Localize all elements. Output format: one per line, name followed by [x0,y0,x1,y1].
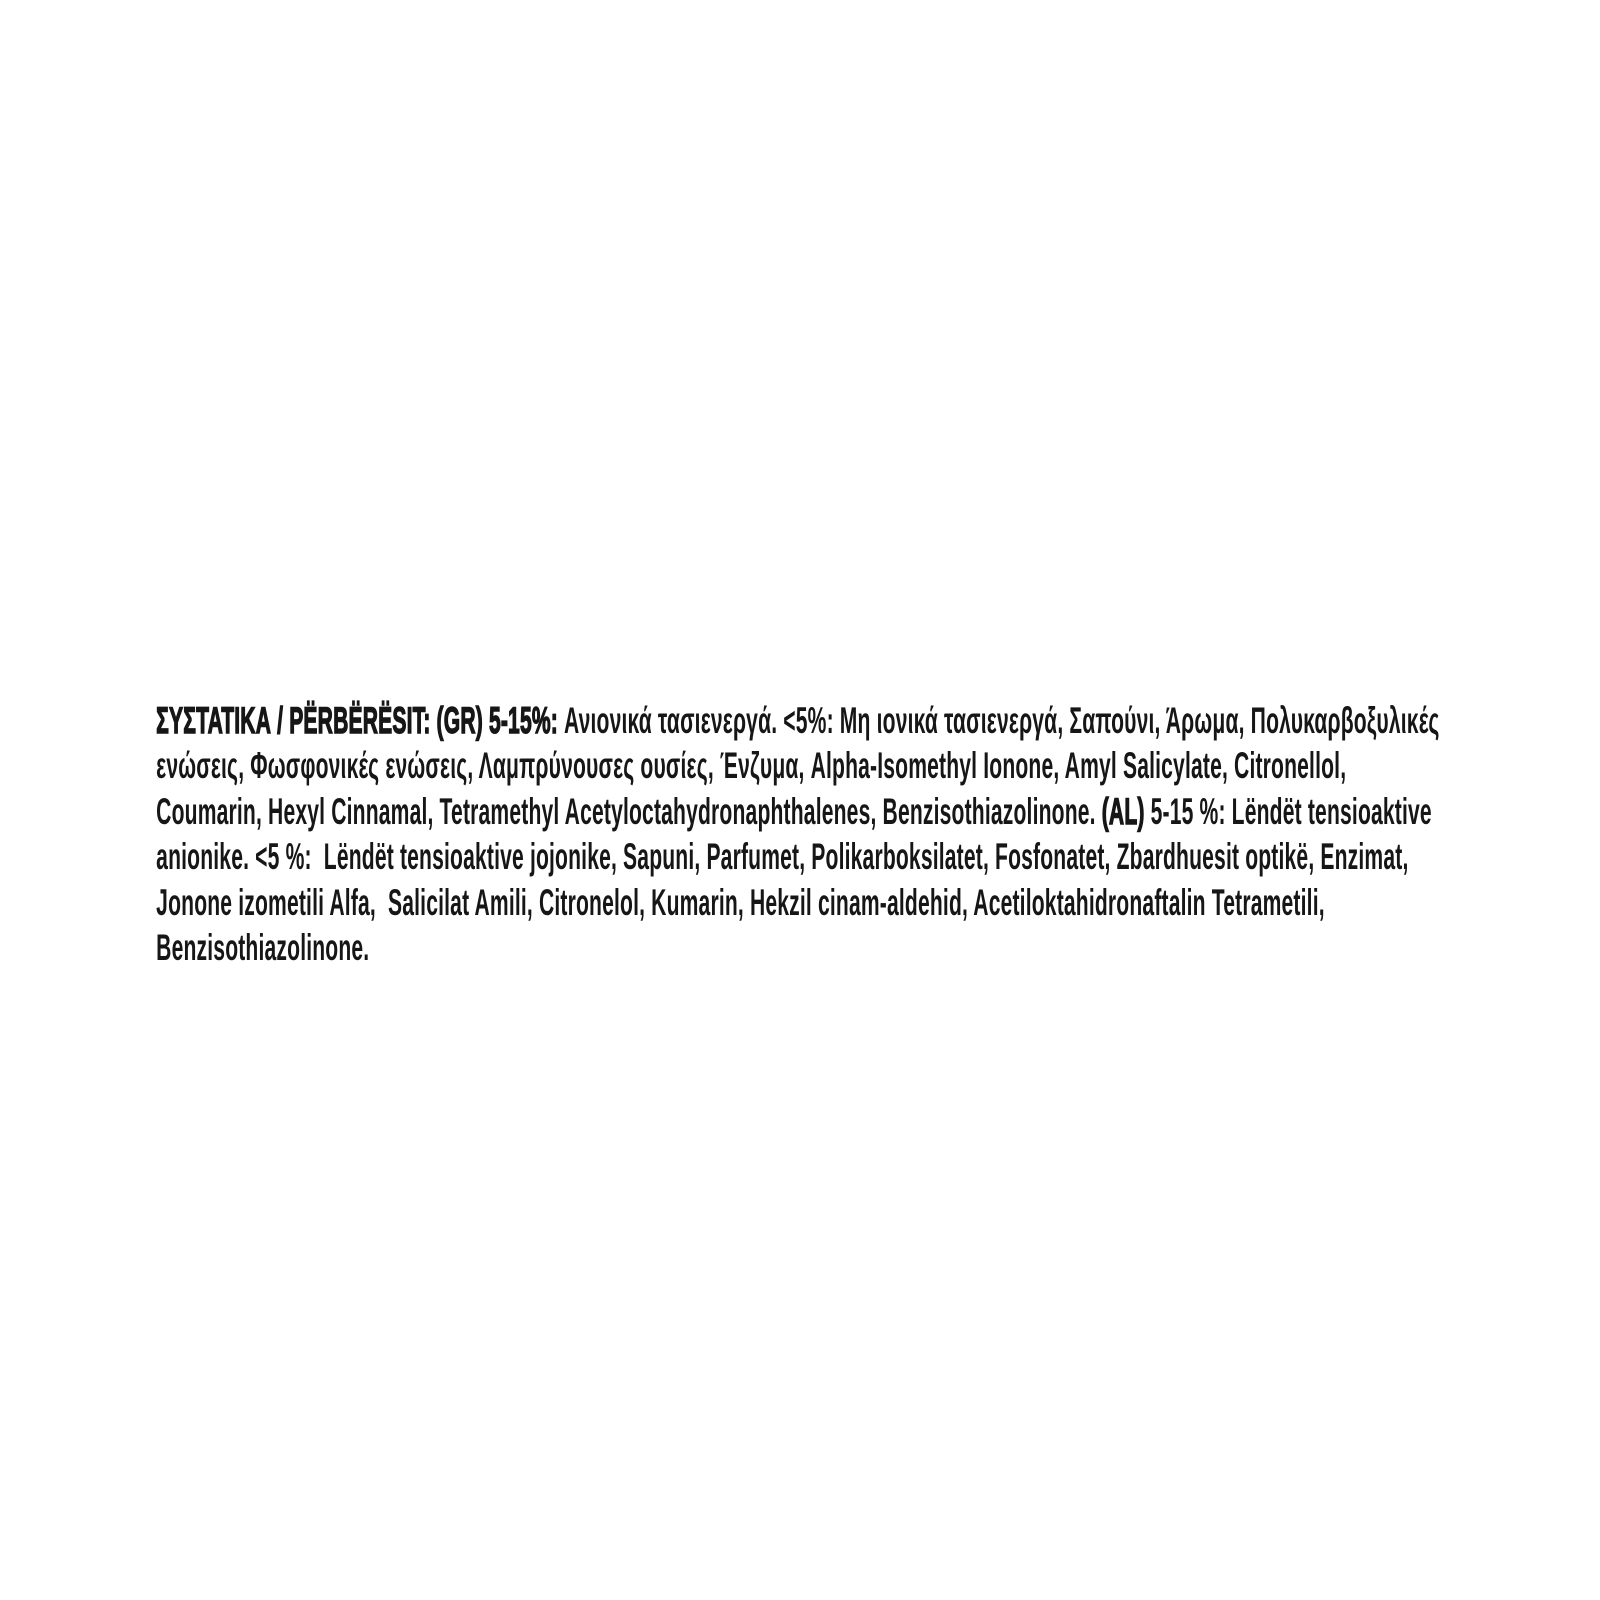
ingredients-heading-text: ΣΥΣΤΑΤΙΚΑ / PËRBËRËSIT: (GR) 5-15%: [156,699,558,741]
ingredients-line [120,743,1440,832]
text-segment: ενώσεις, Φωσφονικές ενώσεις, Λαμπρύνουσες ουσίες, Ένζυμα, Alpha-Isomethyl Ionone, Amyl Salicylate, Citronellol, [156,745,1347,786]
ingredients-paragraph [120,652,1600,968]
ingredients-line [120,698,1440,786]
text-segment: Coumarin, Hexyl Cinnamal, Tetramethyl Acetyloctahydronaphthalenes, Benzisothiazolinone. [156,790,1102,832]
text-segment: Jonone izometili Alfa, Salicilat Amili, Citronelol, Kumarin, Hekzil cinam-aldehid, Acetiloktahidronaftalin Tetrametili, [156,881,1325,923]
ingredients-line [120,834,1440,923]
ingredients-line [120,880,1440,968]
text-segment: anionike. <5 %: Lëndët tensioaktive jojonike, Sapuni, Parfumet, Polikarboksilatet, Fosfonatet, Zbardhuesit optikë, Enzimat, [156,836,1409,877]
ingredients-line [120,789,1440,877]
text-segment: Benzisothiazolinone. [156,927,370,968]
text-segment: 5-15 %: Lëndët tensioaktive [1144,790,1432,832]
text-segment: Ανιονικά τασιενεργά. <5%: Μη ιονικά τασιενεργά, Σαπούνι, Άρωμα, Πολυκαρβοξυλικές [557,699,1440,741]
language-code-al: (AL) [1101,790,1145,832]
ingredients-line [120,652,1440,741]
